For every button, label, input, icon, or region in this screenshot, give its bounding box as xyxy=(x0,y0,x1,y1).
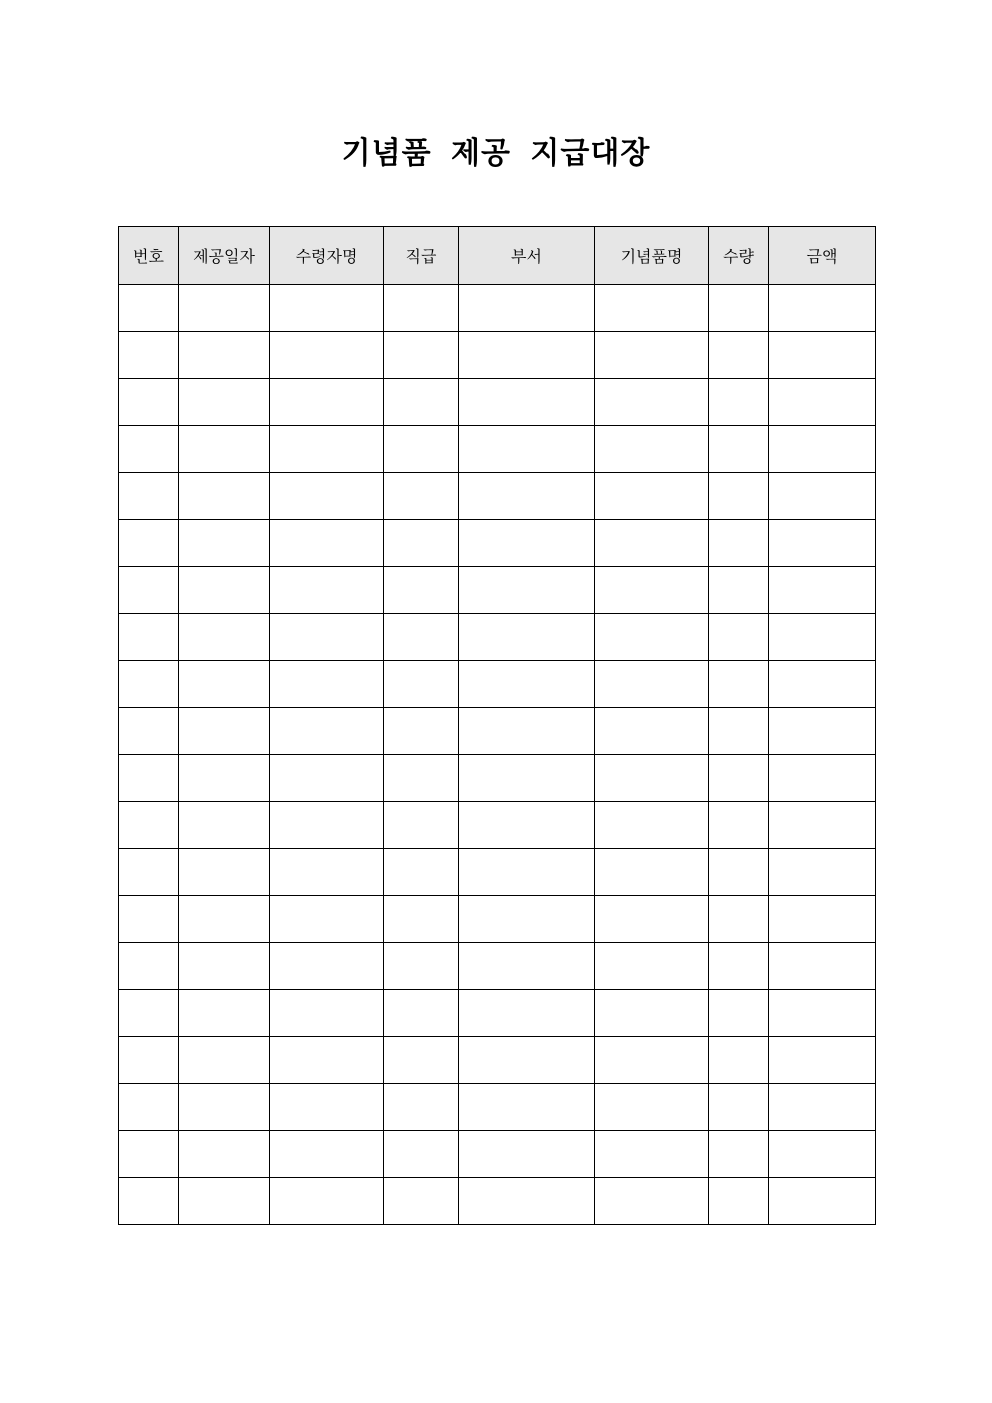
table-cell xyxy=(119,1178,179,1225)
table-row xyxy=(119,332,876,379)
table-row xyxy=(119,285,876,332)
table-cell xyxy=(179,1084,270,1131)
table-cell xyxy=(595,285,709,332)
table-cell xyxy=(119,755,179,802)
table-row xyxy=(119,1131,876,1178)
table-cell xyxy=(384,1037,459,1084)
table-cell xyxy=(709,285,769,332)
table-row xyxy=(119,943,876,990)
table-cell xyxy=(119,426,179,473)
table-cell xyxy=(595,473,709,520)
table-cell xyxy=(595,520,709,567)
table-cell xyxy=(179,614,270,661)
table-cell xyxy=(459,943,595,990)
column-header-date: 제공일자 xyxy=(179,227,270,285)
table-cell xyxy=(595,943,709,990)
table-cell xyxy=(595,426,709,473)
table-cell xyxy=(769,896,876,943)
table-row xyxy=(119,1178,876,1225)
table-cell xyxy=(119,1131,179,1178)
table-cell xyxy=(384,1084,459,1131)
table-cell xyxy=(384,567,459,614)
table-cell xyxy=(709,1178,769,1225)
table-cell xyxy=(459,520,595,567)
ledger-table xyxy=(118,226,876,1225)
table-cell xyxy=(769,1131,876,1178)
table-cell xyxy=(709,661,769,708)
table-cell xyxy=(384,285,459,332)
table-cell xyxy=(384,708,459,755)
table-cell xyxy=(459,473,595,520)
table-cell xyxy=(459,285,595,332)
table-cell xyxy=(270,1084,384,1131)
table-cell xyxy=(270,426,384,473)
table-cell xyxy=(179,896,270,943)
table-cell xyxy=(384,379,459,426)
table-cell xyxy=(119,332,179,379)
table-cell xyxy=(270,943,384,990)
table-cell xyxy=(709,849,769,896)
table-cell xyxy=(270,285,384,332)
table-row xyxy=(119,473,876,520)
table-cell xyxy=(709,426,769,473)
table-cell xyxy=(709,379,769,426)
table-cell xyxy=(119,990,179,1037)
table-row xyxy=(119,849,876,896)
table-cell xyxy=(384,943,459,990)
header-row xyxy=(119,227,876,285)
table-cell xyxy=(459,379,595,426)
table-cell xyxy=(119,520,179,567)
table-cell xyxy=(119,1037,179,1084)
table-cell xyxy=(179,520,270,567)
table-cell xyxy=(384,661,459,708)
column-header-number: 번호 xyxy=(119,227,179,285)
table-cell xyxy=(459,614,595,661)
table-cell xyxy=(119,473,179,520)
table-cell xyxy=(179,661,270,708)
table-cell xyxy=(270,332,384,379)
table-cell xyxy=(270,661,384,708)
table-cell xyxy=(459,1037,595,1084)
table-cell xyxy=(119,1084,179,1131)
table-cell xyxy=(769,1037,876,1084)
table-cell xyxy=(179,802,270,849)
table-cell xyxy=(270,614,384,661)
table-cell xyxy=(384,1178,459,1225)
table-row xyxy=(119,990,876,1037)
table-cell xyxy=(270,1037,384,1084)
table-cell xyxy=(769,285,876,332)
table-cell xyxy=(270,755,384,802)
table-row xyxy=(119,1084,876,1131)
column-header-amount: 금액 xyxy=(769,227,876,285)
table-row xyxy=(119,426,876,473)
column-header-souvenir: 기념품명 xyxy=(595,227,709,285)
table-cell xyxy=(179,379,270,426)
table-cell xyxy=(270,849,384,896)
table-cell xyxy=(459,567,595,614)
table-cell xyxy=(384,614,459,661)
table-cell xyxy=(769,332,876,379)
table-cell xyxy=(119,379,179,426)
table-cell xyxy=(595,1178,709,1225)
table-cell xyxy=(270,473,384,520)
table-cell xyxy=(270,990,384,1037)
table-cell xyxy=(769,614,876,661)
table-cell xyxy=(595,332,709,379)
table-row xyxy=(119,755,876,802)
table-cell xyxy=(459,1131,595,1178)
table-cell xyxy=(119,943,179,990)
table-cell xyxy=(709,755,769,802)
table-row xyxy=(119,708,876,755)
table-cell xyxy=(179,943,270,990)
table-cell xyxy=(459,661,595,708)
table-cell xyxy=(459,896,595,943)
table-cell xyxy=(769,943,876,990)
table-row xyxy=(119,802,876,849)
table-cell xyxy=(119,285,179,332)
table-row xyxy=(119,567,876,614)
table-cell xyxy=(709,473,769,520)
column-header-quantity: 수량 xyxy=(709,227,769,285)
table-cell xyxy=(709,896,769,943)
table-cell xyxy=(709,1131,769,1178)
table-cell xyxy=(179,567,270,614)
table-cell xyxy=(384,1131,459,1178)
table-cell xyxy=(119,802,179,849)
table-cell xyxy=(270,1131,384,1178)
table-cell xyxy=(769,661,876,708)
table-cell xyxy=(119,708,179,755)
table-cell xyxy=(179,708,270,755)
table-cell xyxy=(270,520,384,567)
ledger-body xyxy=(119,285,876,1225)
table-cell xyxy=(769,708,876,755)
table-cell xyxy=(270,708,384,755)
table-row xyxy=(119,379,876,426)
table-cell xyxy=(769,379,876,426)
table-cell xyxy=(384,520,459,567)
table-cell xyxy=(179,990,270,1037)
table-cell xyxy=(459,708,595,755)
table-cell xyxy=(595,661,709,708)
table-cell xyxy=(119,567,179,614)
table-cell xyxy=(709,614,769,661)
table-cell xyxy=(270,896,384,943)
table-cell xyxy=(270,379,384,426)
table-cell xyxy=(709,332,769,379)
table-cell xyxy=(179,426,270,473)
table-cell xyxy=(595,849,709,896)
table-cell xyxy=(459,755,595,802)
table-cell xyxy=(709,1037,769,1084)
table-cell xyxy=(179,285,270,332)
table-cell xyxy=(769,1178,876,1225)
table-cell xyxy=(384,473,459,520)
table-cell xyxy=(769,1084,876,1131)
table-cell xyxy=(384,896,459,943)
table-cell xyxy=(769,849,876,896)
table-cell xyxy=(769,426,876,473)
table-cell xyxy=(119,896,179,943)
table-cell xyxy=(459,332,595,379)
table-cell xyxy=(595,379,709,426)
table-cell xyxy=(595,614,709,661)
table-cell xyxy=(459,1178,595,1225)
table-cell xyxy=(384,990,459,1037)
table-cell xyxy=(459,990,595,1037)
table-cell xyxy=(595,1037,709,1084)
table-cell xyxy=(459,426,595,473)
table-cell xyxy=(595,755,709,802)
table-cell xyxy=(595,567,709,614)
table-cell xyxy=(179,1037,270,1084)
table-cell xyxy=(179,849,270,896)
table-cell xyxy=(270,802,384,849)
table-cell xyxy=(179,1178,270,1225)
table-cell xyxy=(179,473,270,520)
table-cell xyxy=(769,990,876,1037)
table-cell xyxy=(595,1084,709,1131)
table-cell xyxy=(459,849,595,896)
table-cell xyxy=(769,520,876,567)
table-cell xyxy=(709,1084,769,1131)
table-cell xyxy=(270,1178,384,1225)
column-header-department: 부서 xyxy=(459,227,595,285)
table-cell xyxy=(595,802,709,849)
table-cell xyxy=(709,802,769,849)
table-row xyxy=(119,896,876,943)
table-cell xyxy=(709,567,769,614)
table-cell xyxy=(769,473,876,520)
table-cell xyxy=(459,1084,595,1131)
table-cell xyxy=(709,990,769,1037)
table-cell xyxy=(595,990,709,1037)
table-cell xyxy=(384,332,459,379)
table-cell xyxy=(769,802,876,849)
table-cell xyxy=(384,849,459,896)
table-cell xyxy=(119,614,179,661)
table-cell xyxy=(709,520,769,567)
table-row xyxy=(119,661,876,708)
table-cell xyxy=(595,896,709,943)
table-cell xyxy=(270,567,384,614)
table-cell xyxy=(179,332,270,379)
table-cell xyxy=(384,755,459,802)
table-cell xyxy=(179,1131,270,1178)
table-cell xyxy=(769,567,876,614)
table-cell xyxy=(384,426,459,473)
table-cell xyxy=(179,755,270,802)
table-cell xyxy=(384,802,459,849)
table-row xyxy=(119,614,876,661)
table-cell xyxy=(595,1131,709,1178)
column-header-position: 직급 xyxy=(384,227,459,285)
table-cell xyxy=(709,708,769,755)
table-cell xyxy=(119,849,179,896)
table-cell xyxy=(709,943,769,990)
table-row xyxy=(119,1037,876,1084)
table-cell xyxy=(459,802,595,849)
column-header-recipient: 수령자명 xyxy=(270,227,384,285)
table-cell xyxy=(769,755,876,802)
table-cell xyxy=(119,661,179,708)
table-cell xyxy=(595,708,709,755)
document-title: 기념품 제공 지급대장 xyxy=(341,136,651,171)
table-row xyxy=(119,520,876,567)
